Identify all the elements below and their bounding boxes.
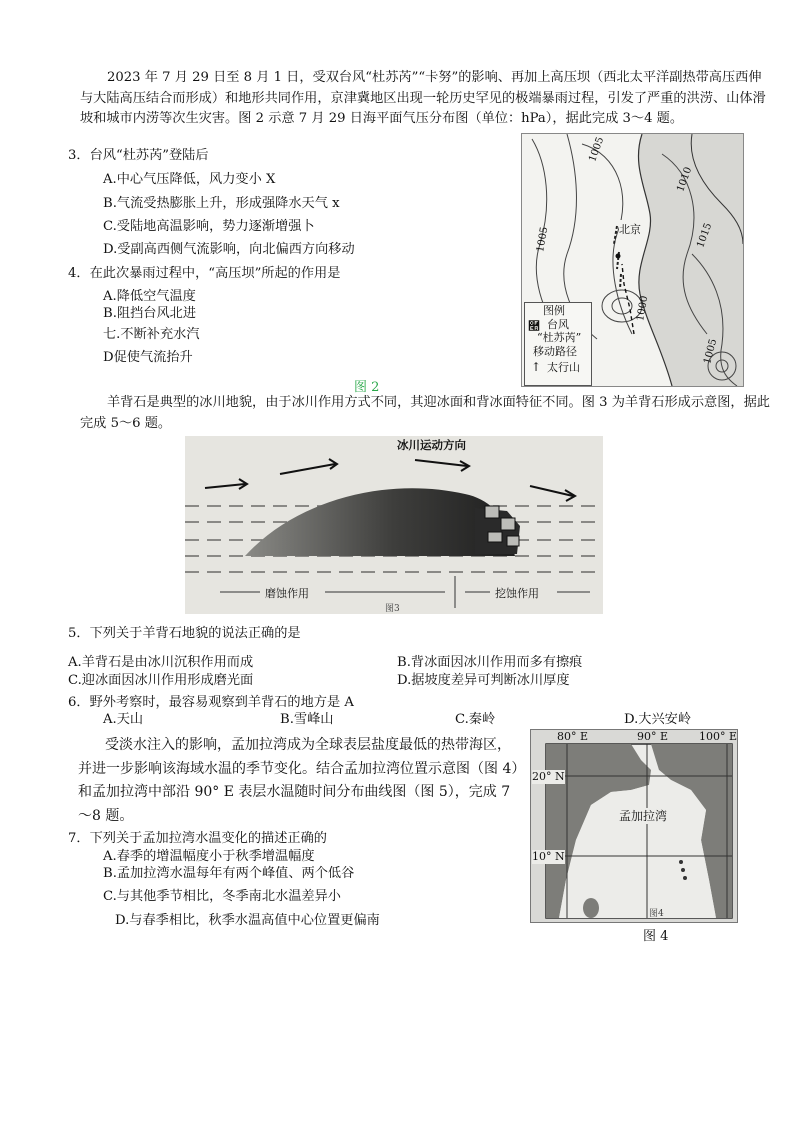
legend-dusurui: “杜苏芮” [537,331,582,344]
question-5-option-c: C.迎冰面因冰川作用形成磨光面 [68,673,254,688]
figure-3-inner-caption: 图3 [385,604,400,614]
isobar-label-1000: 1000 [635,295,651,322]
question-3-stem: 3．台风“杜苏芮”登陆后 [68,148,209,163]
isobar-label-1005-west: 1005 [535,226,551,253]
isobar-label-1015: 1015 [695,221,715,250]
isobar-label-1005-east: 1005 [702,337,720,366]
question-6-option-d: D.大兴安岭 [624,712,692,727]
bay-of-bengal-label: 孟加拉湾 [619,809,668,823]
intro-paragraph-2: 羊背石是典型的冰川地貌，由于冰川作用方式不同，其迎冰面和背冰面特征不同。图 3 为羊背石形成示意图，据此完成 5～6 题。 [80,395,770,431]
legend-taihang: 太行山 [547,361,580,374]
legend-track: 移动路径 [533,345,577,358]
legend-typhoon: 台风 [547,318,569,331]
question-4-option-a: A.降低空气温度 [103,289,196,304]
figure-3-roche-moutonnee [185,436,603,614]
isobar-label-1005-north: 1005 [587,135,607,164]
question-6-option-b: B.雪峰山 [280,712,334,727]
figure-4-caption: 图 4 [643,929,669,944]
lon-label-100e: 100° E [699,730,738,743]
question-4-stem: 4．在此次暴雨过程中，“高压坝”所起的作用是 [68,266,341,281]
question-3-option-d: D.受副高西侧气流影响，向北偏西方向移动 [103,242,355,257]
lat-label-10n: 10° N [532,850,565,863]
glacier-direction-label: 冰川运动方向 [397,438,466,452]
intro-paragraph-3: 受淡水注入的影响，孟加拉湾成为全球表层盐度最低的热带海区，并进一步影响该海域水温的季节变化。结合孟加拉湾位置示意图（图 4）和孟加拉湾中部沿 90° E 表层水温随时间分布曲线图（图 5），完成 7～8 题。 [78,737,519,824]
figure-2-caption: 图 2 [354,380,380,395]
question-3-option-a: A.中心气压降低，风力变小 X [103,172,276,187]
question-4-option-c: 七.不断补充水汽 [103,327,200,342]
figure-4-inner-caption: 图4 [649,909,664,919]
intro-paragraph-1: 2023 年 7 月 29 日至 8 月 1 日，受双台风“杜苏芮”“卡努”的影响、再加上高压坝（西北太平洋副热带高压西伸与大陆高压结合而形成）和地形共同作用，京津冀地区出现一轮历史罕见的极端暴雨过程，引发了严重的洪涝、山体滑坡和城市内涝等次生灾害。图 2 示意 7 月 29 日海平面气压分布图（单位：hPa），据此完成 3～4 题。 [80,70,766,126]
question-7-stem: 7．下列关于孟加拉湾水温变化的描述正确的 [68,831,327,846]
mountain-symbol-icon: ↑ [531,360,542,374]
question-6-option-a: A.天山 [103,712,144,727]
legend-title: 图例 [543,304,565,317]
question-5-option-a: A.羊背石是由冰川沉积作用而成 [68,655,254,670]
figure-2-pressure-map [521,133,744,387]
lon-label-80e: 80° E [557,730,589,743]
question-6-option-c: C.秦岭 [455,712,496,727]
question-5-stem: 5．下列关于羊背石地貌的说法正确的是 [68,626,301,641]
question-4-option-d: D促使气流抬升 [103,350,193,365]
typhoon-symbol-icon: ࿪ [528,319,540,333]
isobar-label-1010: 1010 [675,165,695,194]
question-3-option-c: C.受陆地高温影响，势力逐渐增强卜 [103,219,315,234]
lon-label-90e: 90° E [637,730,669,743]
question-7-option-d: D.与春季相比，秋季水温高值中心位置更偏南 [115,913,380,928]
figure-4-bay-of-bengal-map [530,729,738,923]
question-5-option-d: D.据坡度差异可判断冰川厚度 [397,673,570,688]
plucking-label: 挖蚀作用 [495,587,539,600]
question-7-option-b: B.孟加拉湾水温每年有两个峰值、两个低谷 [103,866,355,881]
question-5-option-b: B.背冰面因冰川作用而多有擦痕 [397,655,583,670]
question-4-option-b: B.阻挡台风北进 [103,306,197,321]
beijing-label: 北京 [619,220,641,239]
question-3-option-b: B.气流受热膨胀上升，形成强降水天气 x [103,196,340,211]
question-7-option-c: C.与其他季节相比，冬季南北水温差异小 [103,889,341,904]
question-7-option-a: A.春季的增温幅度小于秋季增温幅度 [103,849,315,864]
figure-2-legend [524,302,592,386]
question-6-stem: 6．野外考察时，最容易观察到羊背石的地方是 A [68,695,354,710]
lat-label-20n: 20° N [532,770,565,783]
abrasion-label: 磨蚀作用 [265,587,309,600]
